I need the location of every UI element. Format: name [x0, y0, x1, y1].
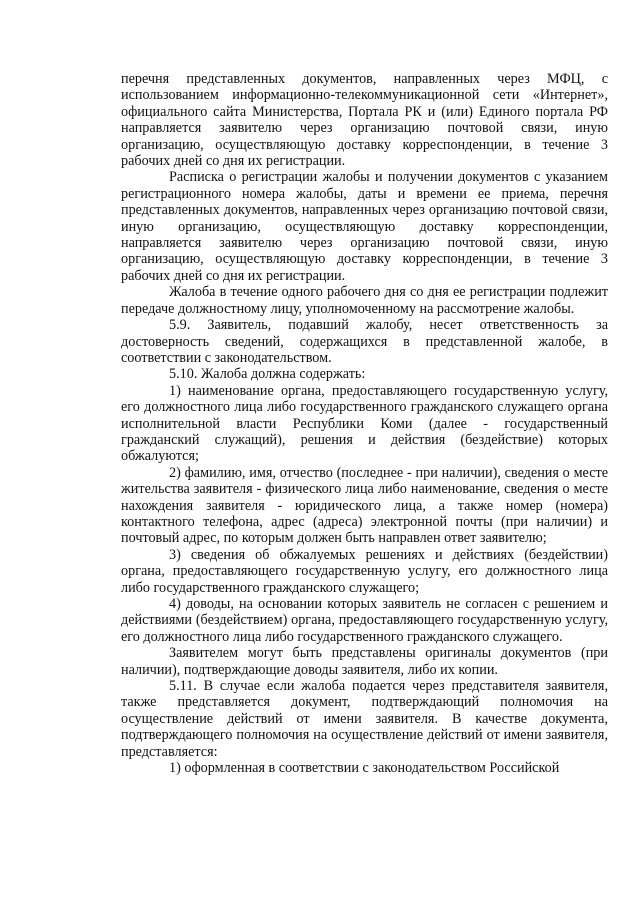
paragraph-complaint-transfer: Жалоба в течение одного рабочего дня со дня ее регистрации подлежит передаче должностному лицу, уполномоченному на рассмотрение жалобы.	[121, 284, 608, 317]
paragraph-originals: Заявителем могут быть представлены оригиналы документов (при наличии), подтверждающие доводы заявителя, либо их копии.	[121, 645, 608, 678]
list-item-4: 4) доводы, на основании которых заявитель не согласен с решением и действиями (бездействием) органа, предоставляющего государственную услугу, его должностного лица либо государственного гражданского служащего.	[121, 596, 608, 645]
list-item-2: 2) фамилию, имя, отчество (последнее - при наличии), сведения о месте жительства заявителя - физического лица либо наименование, сведения о месте нахождения заявителя - юридического лица, а также номер (номера) контактного телефона, адрес (адреса) электронной почты (при наличии) и почтовый адрес, по которым должен быть направлен ответ заявителю;	[121, 464, 608, 547]
paragraph-5-11: 5.11. В случае если жалоба подается через представителя заявителя, также представляется документ, подтверждающий полномочия на осуществление действий от имени заявителя. В качестве документа, подтверждающего полномочия на осуществление действий от имени заявителя, представляется:	[121, 678, 608, 760]
document-body	[121, 71, 608, 776]
paragraph-continuation: перечня представленных документов, направленных через МФЦ, с использованием информационно-телекоммуникационной сети «Интернет», официального сайта Министерства, Портала РК и (или) Единого портала РФ направляется заявителю через организацию почтовой связи, иную организацию, осуществляющую доставку корреспонденции, в течение 3 рабочих дней со дня их регистрации.	[121, 71, 608, 170]
paragraph-5-9: 5.9. Заявитель, подавший жалобу, несет ответственность за достоверность сведений, содержащихся в представленной жалобе, в соответствии с законодательством.	[121, 317, 608, 366]
paragraph-5-10: 5.10. Жалоба должна содержать:	[169, 366, 366, 383]
list-item-1: 1) наименование органа, предоставляющего государственную услугу, его должностного лица либо государственного гражданского служащего органа исполнительной власти Республики Коми (далее - государственный гражданский служащий), решения и действия (бездействие) которых обжалуются;	[121, 382, 608, 465]
paragraph-receipt: Расписка о регистрации жалобы и получении документов с указанием регистрационного номера жалобы, даты и времени ее приема, перечня представленных документов, направленных через организацию почтовой связи, иную организацию, осуществляющую доставку корреспонденции, направляется заявителю через организацию почтовой связи, иную организацию, осуществляющую доставку корреспонденции, в течение 3 рабочих дней со дня их регистрации.	[121, 169, 608, 284]
list-item-power-of-attorney: 1) оформленная в соответствии с законодательством Российской	[169, 760, 560, 777]
list-item-3: 3) сведения об обжалуемых решениях и действиях (бездействии) органа, предоставляющего государственную услугу, его должностного лица либо государственного гражданского служащего;	[121, 546, 608, 596]
